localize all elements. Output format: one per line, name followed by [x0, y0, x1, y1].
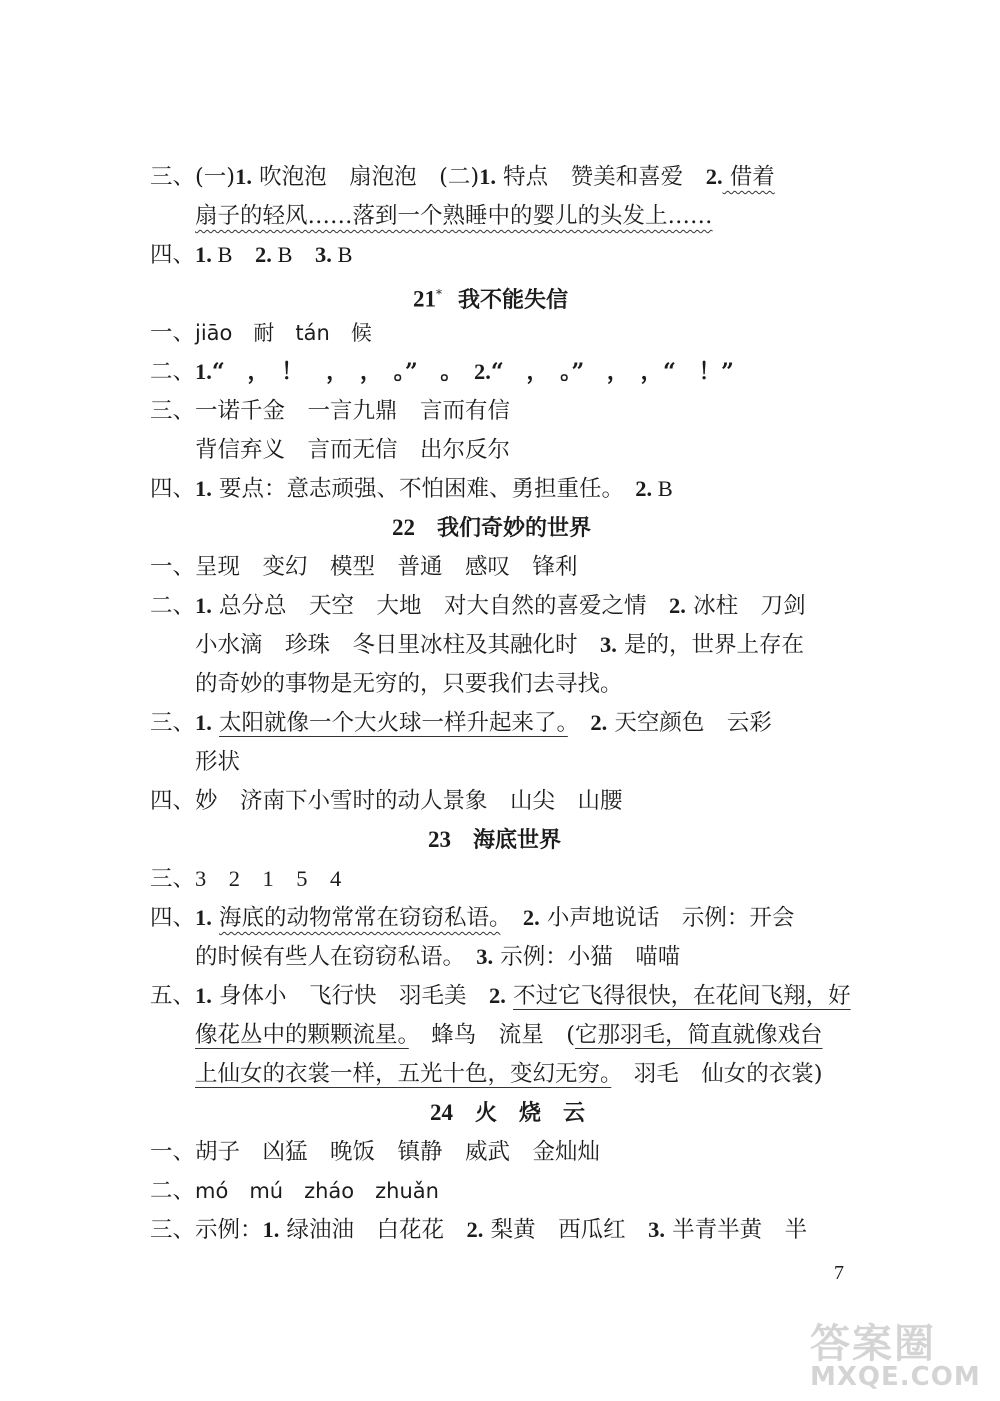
section-label: 三、: [150, 866, 196, 892]
answer-line: [150, 859, 341, 899]
item-number: 3.: [315, 242, 332, 267]
answer-text: 形状: [195, 749, 241, 775]
page-number: 7: [834, 1262, 844, 1284]
optional-mark: *: [436, 287, 442, 301]
lesson-heading: [430, 1093, 585, 1133]
section-label: 二、: [150, 593, 196, 619]
underlined-text: 它那羽毛，简直就像戏台: [575, 1022, 823, 1048]
answer-text: mó mú zháo zhuǎn: [195, 1179, 439, 1203]
answer-text: 小水滴 珍珠 冬日里冰柱及其融化时: [195, 632, 601, 658]
item-number: 1.: [235, 164, 252, 189]
answer-text: 要点：意志顽强、不怕困难、勇担重任。: [211, 476, 636, 502]
answer-text: 的时候有些人在窃窃私语。: [195, 944, 477, 970]
answer-text: 四、妙 济南下小雪时的动人景象 山尖 山腰: [150, 788, 623, 814]
lesson-number: 23: [428, 827, 451, 852]
answer-line: [150, 976, 851, 1016]
answer-line: [150, 547, 578, 587]
lesson-title: 海底世界: [473, 828, 562, 853]
answer-line: [150, 586, 806, 626]
answer-text: 蜂鸟 流星 (: [408, 1022, 576, 1048]
answer-line: [150, 898, 794, 938]
answer-text: 一、呈现 变幻 模型 普通 感叹 锋利: [150, 554, 578, 580]
underlined-text: 像花丛中的颗颗流星。: [195, 1022, 409, 1048]
answer-text: B: [211, 242, 256, 267]
item-number: 1.: [195, 983, 212, 1008]
answer-line: [195, 625, 804, 665]
section-label: 二、: [150, 359, 196, 385]
item-number: 1.: [195, 905, 212, 930]
section-label: 三、(一): [150, 164, 236, 190]
lesson-heading: [413, 274, 568, 314]
answer-line: [195, 430, 510, 470]
answer-text: 三、一诺千金 一言九鼎 言而有信: [150, 398, 511, 424]
section-label: 一、: [150, 320, 196, 346]
item-number: 2.: [522, 905, 540, 930]
item-number: 2.: [255, 242, 272, 267]
item-number: 2.: [474, 359, 491, 384]
wavy-underlined-text: 借着: [722, 164, 775, 190]
lesson-number: 22: [392, 515, 415, 540]
answer-text: 吹泡泡 扇泡泡 (二): [251, 164, 480, 190]
punctuation-answer: “ ， ！ ， ， 。” 。: [211, 359, 475, 385]
answer-line: [150, 157, 775, 197]
answer-text: 半青半黄 半: [664, 1217, 808, 1243]
watermark-text: 答案圈: [810, 1321, 936, 1367]
item-number: 1.: [195, 593, 212, 618]
section-label: 四、: [150, 905, 196, 931]
answer-text: 羽毛 仙女的衣裳): [611, 1061, 823, 1087]
section-label: 四、: [150, 476, 196, 502]
item-number: 1.: [195, 476, 212, 501]
answer-line: [150, 1132, 600, 1172]
answer-text: 天空颜色 云彩: [607, 710, 772, 736]
spacer-text: [500, 905, 523, 931]
answer-text: jiāo 耐 tán 候: [195, 321, 372, 345]
wavy-underlined-text: 扇子的轻风……落到一个熟睡中的婴儿的头发上……: [195, 203, 713, 229]
section-label: 三、: [150, 710, 196, 736]
answer-text: 绿油油 白花花: [279, 1217, 467, 1243]
lesson-number: 24: [430, 1100, 453, 1125]
watermark-logo: [800, 1312, 988, 1396]
underlined-text: 不过它飞得很快，在花间飞翔，好: [513, 983, 851, 1009]
underlined-text: 太阳就像一个大火球一样升起来了。: [219, 710, 568, 736]
item-number: 1.: [195, 242, 212, 267]
answer-text: 冰柱 刀剑: [685, 593, 806, 619]
item-number: 1.: [195, 359, 212, 384]
answer-text: 身体小 飞行快 羽毛美: [211, 983, 490, 1009]
answer-line: [150, 352, 734, 392]
watermark-url: MXQE.COM: [810, 1362, 981, 1392]
item-number: 1.: [479, 164, 497, 189]
answer-line: [150, 1210, 807, 1250]
section-label: 二、: [150, 1178, 196, 1204]
section-label: 三、示例：: [150, 1217, 263, 1243]
underlined-text: 上仙女的衣裳一样，五光十色，变幻无穷。: [195, 1061, 612, 1087]
answer-text: B: [271, 242, 316, 267]
item-number: 1.: [195, 710, 212, 735]
item-number: 3.: [600, 632, 617, 657]
lesson-heading: [392, 508, 591, 548]
answer-line: [150, 235, 353, 275]
answer-line: [195, 196, 713, 236]
item-number: 2.: [466, 1217, 484, 1242]
answer-line: [150, 781, 623, 821]
lesson-number: 21: [413, 286, 436, 312]
answer-text: 是的，世界上存在: [616, 632, 805, 658]
answer-text: 特点 赞美和喜爱: [496, 164, 706, 190]
answer-line: [195, 1015, 823, 1055]
answer-text: B: [652, 476, 673, 501]
answer-text: 3 2 1 5 4: [195, 866, 342, 891]
item-number: 2.: [705, 164, 723, 189]
item-number: 3.: [648, 1217, 665, 1242]
wavy-underlined-text: 海底的动物常常在窃窃私语。: [219, 905, 501, 931]
item-number: 2.: [590, 710, 608, 735]
spacer-text: [568, 710, 591, 736]
lesson-heading: [428, 820, 561, 860]
item-number: 2.: [669, 593, 686, 618]
answer-text: 背信弃义 言而无信 出尔反尔: [195, 437, 511, 463]
answer-line: [150, 703, 772, 743]
answer-text: B: [331, 242, 353, 267]
answer-text: 示例：小猫 喵喵: [493, 944, 681, 970]
answer-text: 一、胡子 凶猛 晚饭 镇静 威武 金灿灿: [150, 1139, 601, 1165]
answer-line: [150, 313, 372, 353]
answer-line: [195, 1054, 823, 1094]
lesson-title: 火 烧 云: [475, 1101, 586, 1126]
answer-line: [150, 469, 673, 509]
answer-line: [195, 937, 680, 977]
answer-text: 总分总 天空 大地 对大自然的喜爱之情: [211, 593, 670, 619]
answer-line: [150, 391, 510, 431]
item-number: 1.: [262, 1217, 280, 1242]
lesson-title: 我们奇妙的世界: [437, 516, 592, 541]
item-number: 2.: [489, 983, 506, 1008]
answer-line: [195, 742, 240, 782]
item-number: 3.: [476, 944, 494, 969]
answer-text: 的奇妙的事物是无穷的，只要我们去寻找。: [195, 671, 623, 697]
answer-line: [195, 664, 623, 704]
section-label: 五、: [150, 983, 196, 1009]
section-label: 四、: [150, 242, 196, 268]
item-number: 2.: [635, 476, 653, 501]
answer-text: 梨黄 西瓜红: [483, 1217, 649, 1243]
punctuation-answer: “ ， 。” ， ，“ ！”: [490, 359, 734, 385]
answer-text: 小声地说话 示例：开会: [539, 905, 795, 931]
answer-line: [150, 1171, 439, 1211]
lesson-title: 我不能失信: [458, 287, 569, 313]
